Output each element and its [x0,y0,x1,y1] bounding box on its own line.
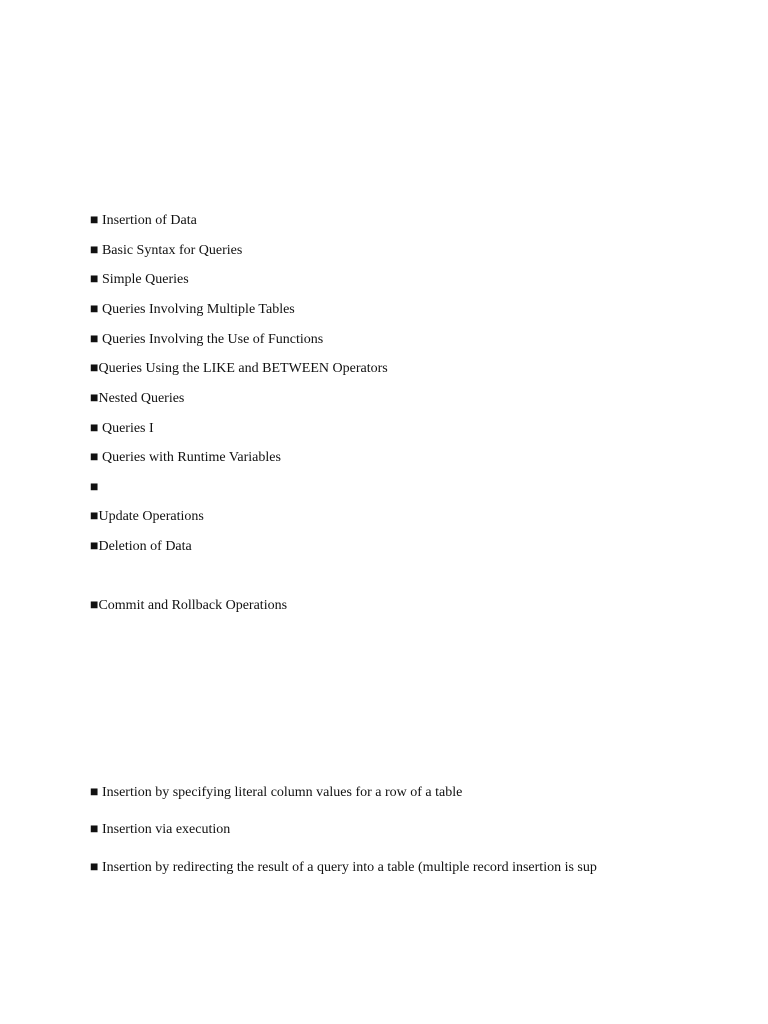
topic-item-runtime-variables: ■ Queries with Runtime Variables [90,450,281,465]
topic-item-insertion-of-data: ■ Insertion of Data [90,213,197,228]
topic-item-simple-queries: ■ Simple Queries [90,272,189,287]
topic-item-nested-queries: ■Nested Queries [90,391,185,406]
insertion-item-via-execution: ■ Insertion via execution [90,822,231,837]
topic-item-commit-rollback: ■Commit and Rollback Operations [90,598,288,613]
topic-item-empty-bullet: ■ [90,480,99,495]
insertion-item-literal-values: ■ Insertion by specifying literal column values for a row of a table [90,785,463,800]
topic-item-update-operations: ■Update Operations [90,509,204,524]
topic-item-deletion-of-data: ■Deletion of Data [90,539,192,554]
topic-item-multiple-tables: ■ Queries Involving Multiple Tables [90,302,295,317]
topic-item-functions: ■ Queries Involving the Use of Functions [90,332,324,347]
topic-item-like-between: ■Queries Using the LIKE and BETWEEN Operators [90,361,388,376]
topic-item-basic-syntax: ■ Basic Syntax for Queries [90,243,243,258]
topic-item-queries-i: ■ Queries I [90,421,154,436]
insertion-item-redirect-query: ■ Insertion by redirecting the result of a query into a table (multiple record insertion is sup [90,860,597,875]
